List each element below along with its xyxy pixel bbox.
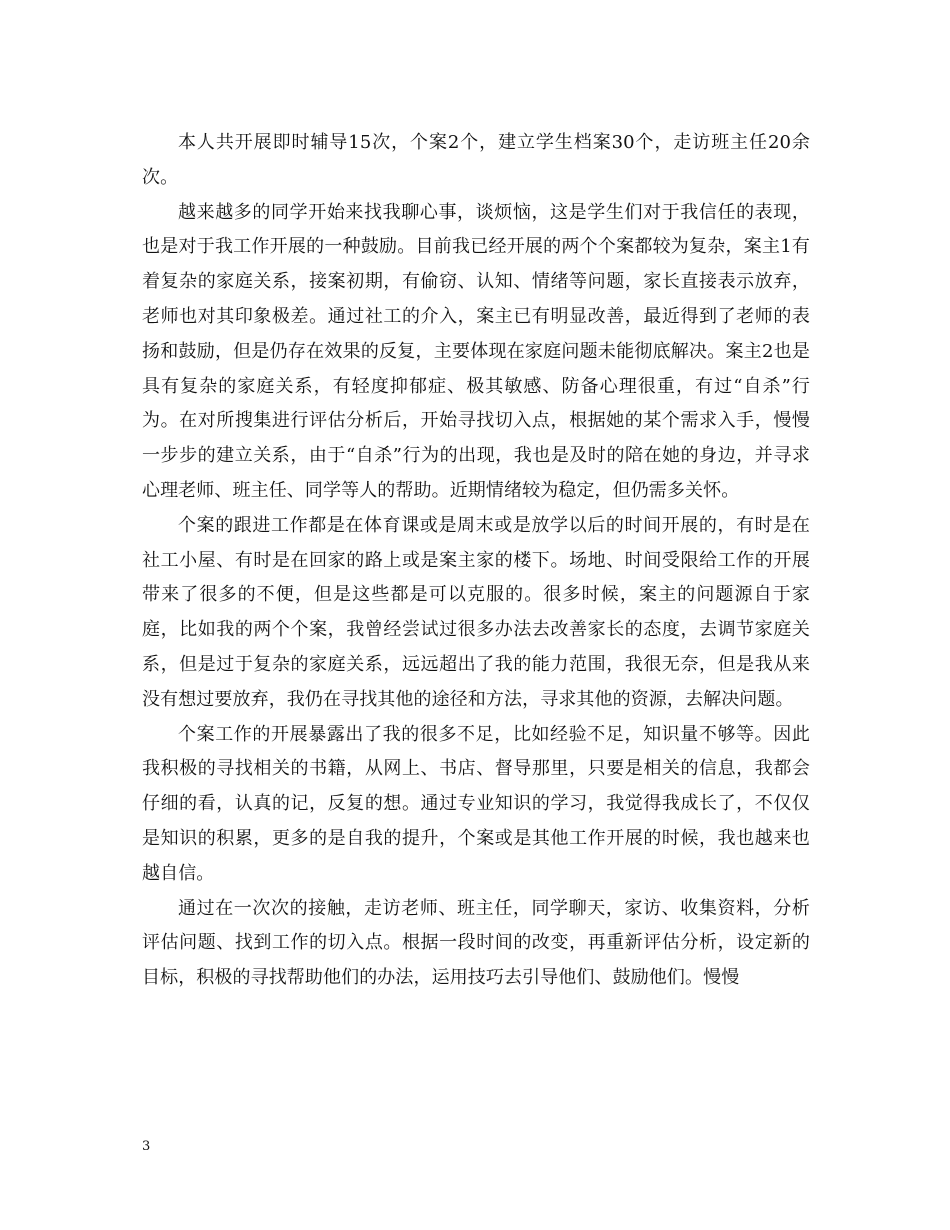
page-number: 3 (142, 1139, 151, 1154)
body-text (142, 126, 810, 996)
paragraph-2: 越来越多的同学开始来找我聊心事，谈烦恼，这是学生们对于我信任的表现，也是对于我工作开展的一种鼓励。目前我已经开展的两个个案都较为复杂，案主1有着复杂的家庭关系，接案初期，有偷窃、认知、情绪等问题，家长直接表示放弃，老师也对其印象极差。通过社工的介入，案主已有明显改善，最近得到了老师的表扬和鼓励，但是仍存在效果的反复，主要体现在家庭问题未能彻底解决。案主2也是具有复杂的家庭关系，有轻度抑郁症、极其敏感、防备心理很重，有过“自杀”行为。在对所搜集进行评估分析后，开始寻找切入点，根据她的某个需求入手，慢慢一步步的建立关系，由于“自杀”行为的出现，我也是及时的陪在她的身边，并寻求心理老师、班主任、同学等人的帮助。近期情绪较为稳定，但仍需多关怀。 (142, 201, 810, 501)
paragraph-5: 通过在一次次的接触，走访老师、班主任，同学聊天，家访、收集资料，分析评估问题、找到工作的切入点。根据一段时间的改变，再重新评估分析，设定新的目标，积极的寻找帮助他们的办法，运用技巧去引导他们、鼓励他们。慢慢 (142, 897, 810, 989)
paragraph-1: 本人共开展即时辅导15次，个案2个，建立学生档案30个，走访班主任20余次。 (142, 132, 810, 188)
paragraph-4: 个案工作的开展暴露出了我的很多不足，比如经验不足，知识量不够等。因此我积极的寻找相关的书籍，从网上、书店、督导那里，只要是相关的信息，我都会仔细的看，认真的记，反复的想。通过专业知识的学习，我觉得我成长了，不仅仅是知识的积累，更多的是自我的提升，个案或是其他工作开展的时候，我也越来也越自信。 (142, 723, 810, 884)
paragraph-3: 个案的跟进工作都是在体育课或是周末或是放学以后的时间开展的，有时是在社工小屋、有时是在回家的路上或是案主家的楼下。场地、时间受限给工作的开展带来了很多的不便，但是这些都是可以克服的。很多时候，案主的问题源自于家庭，比如我的两个个案，我曾经尝试过很多办法去改善家长的态度，去调节家庭关系，但是过于复杂的家庭关系，远远超出了我的能力范围，我很无奈，但是我从来没有想过要放弃，我仍在寻找其他的途径和方法，寻求其他的资源，去解决问题。 (142, 514, 810, 710)
